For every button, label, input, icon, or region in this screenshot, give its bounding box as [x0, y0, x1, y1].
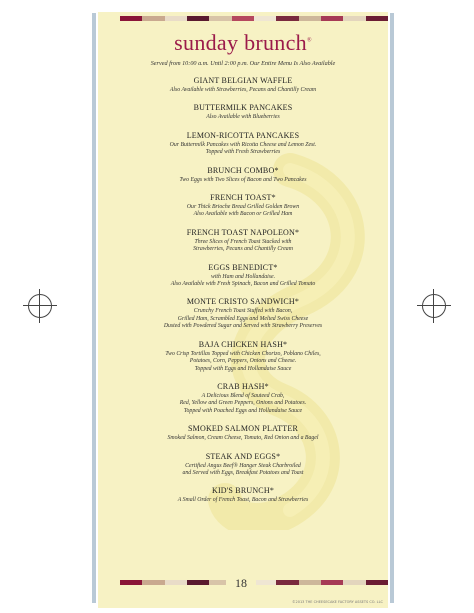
menu-item-description: Certified Angus Beef® Hanger Steak Charbroiled and Served with Eggs, Breakfast Potatoes and Toast	[182, 462, 304, 476]
menu-item-description: Two Crisp Tortillas Topped with Chicken Chorizo, Poblano Chiles, Potatoes, Corn, Peppers, Onions and Cheese. Topped with Eggs and Hollandaise Sauce	[165, 350, 321, 372]
menu-item-description: A Delicious Blend of Sauteed Crab, Red, Yellow and Green Peppers, Onions and Potatoes. Topped with Poached Eggs and Hollandaise Sauce	[179, 392, 307, 414]
menu-item-name: FRENCH TOAST*	[210, 193, 276, 203]
menu-item-description: with Ham and Hollandaise. Also Available with Fresh Spinach, Bacon and Grilled Tomato	[170, 273, 316, 288]
menu-item-description: Two Eggs with Two Slices of Bacon and Two Pancakes	[179, 176, 307, 183]
menu-content	[100, 24, 386, 505]
strip-segment	[120, 16, 142, 21]
strip-segment	[276, 580, 298, 585]
menu-item-description: Also Available with Blueberries	[206, 114, 280, 121]
left-border-rule	[92, 13, 96, 603]
strip-segment	[187, 16, 209, 21]
strip-segment	[254, 580, 276, 585]
menu-item	[100, 297, 386, 330]
menu-items-list	[100, 76, 386, 505]
strip-segment	[276, 16, 298, 21]
copyright-note: ©2013 THE CHEESECAKE FACTORY ASSETS CO. LLC	[292, 600, 383, 604]
page-number: 18	[226, 576, 256, 591]
menu-item	[100, 424, 386, 442]
menu-item	[100, 193, 386, 219]
menu-item-description: Smoked Salmon, Cream Cheese, Tomato, Red Onion and a Bagel	[167, 435, 319, 442]
menu-item-description: Crunchy French Toast Stuffed with Bacon, Grilled Ham, Scrambled Eggs and Melted Swiss Cheese Dusted with Powdered Sugar and Served with Strawberry Preserves	[163, 308, 323, 330]
registration-mark-right	[422, 294, 446, 318]
strip-segment	[165, 16, 187, 21]
strip-segment	[299, 580, 321, 585]
menu-item-description: Our Buttermilk Pancakes with Ricotta Cheese and Lemon Zest. Topped with Fresh Strawberries	[169, 141, 317, 156]
strip-segment	[366, 580, 388, 585]
strip-segment	[321, 580, 343, 585]
menu-item-name: LEMON-RICOTTA PANCAKES	[186, 130, 300, 140]
menu-item	[100, 486, 386, 504]
menu-item-description: Three Slices of French Toast Stacked with Strawberries, Pecans and Chantilly Cream	[193, 238, 293, 253]
menu-item	[100, 76, 386, 94]
strip-segment	[232, 16, 254, 21]
menu-item-description: A Small Order of French Toast, Bacon and Strawberries	[177, 497, 309, 504]
menu-item-name: FRENCH TOAST NAPOLEON*	[186, 227, 300, 237]
strip-segment	[142, 580, 164, 585]
menu-title: sunday brunch®	[174, 30, 312, 55]
menu-item-name: SMOKED SALMON PLATTER	[188, 424, 298, 434]
strip-segment	[187, 580, 209, 585]
strip-segment	[343, 580, 365, 585]
strip-segment	[165, 580, 187, 585]
menu-item-name: KID'S BRUNCH*	[211, 486, 275, 496]
strip-segment	[366, 16, 388, 21]
menu-item-description: Also Available with Strawberries, Pecans and Chantilly Cream	[169, 87, 317, 93]
strip-segment	[343, 16, 365, 21]
menu-item-name: STEAK AND EGGS*	[205, 451, 281, 461]
menu-item	[100, 452, 386, 478]
menu-item	[100, 340, 386, 373]
menu-item	[100, 263, 386, 289]
strip-segment	[120, 580, 142, 585]
strip-segment	[254, 16, 276, 21]
menu-item-description: Our Thick Brioche Bread Grilled Golden Brown Also Available with Bacon or Grilled Ham	[186, 204, 300, 218]
menu-item	[100, 228, 386, 254]
menu-item	[100, 103, 386, 121]
strip-segment	[299, 16, 321, 21]
menu-item-name: BAJA CHICKEN HASH*	[198, 339, 288, 349]
registration-mark-left	[28, 294, 52, 318]
strip-segment	[321, 16, 343, 21]
menu-subtitle: Served from 10:00 a.m. Until 2:00 p.m. Our Entire Menu Is Also Available	[150, 60, 336, 67]
registered-mark: ®	[306, 37, 312, 44]
menu-item-name: BUTTERMILK PANCAKES	[193, 103, 293, 113]
menu-item	[100, 131, 386, 157]
menu-item-name: BRUNCH COMBO*	[207, 165, 279, 175]
right-border-rule	[390, 13, 394, 603]
menu-item-name: CRAB HASH*	[217, 381, 269, 391]
menu-item-name: EGGS BENEDICT*	[208, 262, 278, 272]
menu-item	[100, 166, 386, 184]
menu-item-name: MONTE CRISTO SANDWICH*	[186, 297, 300, 307]
top-color-strip	[120, 16, 388, 21]
menu-item-name: GIANT BELGIAN WAFFLE	[193, 76, 293, 85]
strip-segment	[142, 16, 164, 21]
menu-item	[100, 382, 386, 415]
strip-segment	[209, 16, 231, 21]
